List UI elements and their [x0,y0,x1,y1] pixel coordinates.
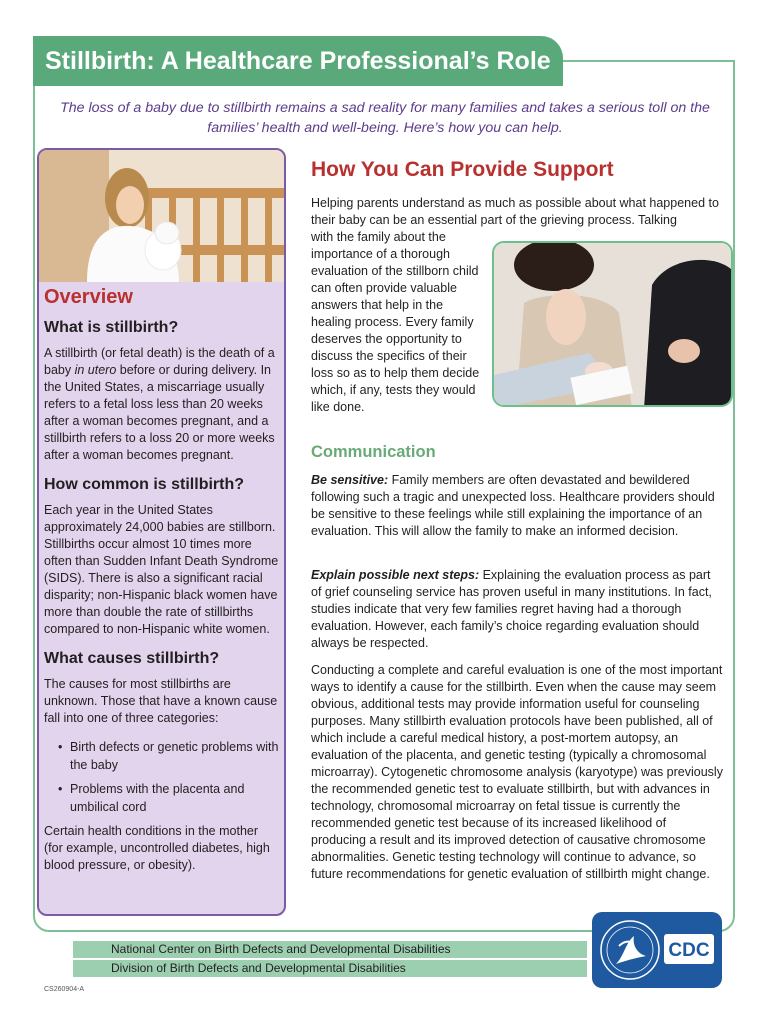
overview-heading: Overview [44,286,133,308]
list-item: • Birth defects or genetic problems with the baby [44,739,280,774]
what-causes-heading: What causes stillbirth? [44,650,220,667]
maternal-conditions-text: Certain health conditions in the mother (for example, uncontrolled diabetes, high blood pressure, or obesity). [44,824,270,872]
svg-text:CDC: CDC [668,940,710,961]
what-causes-text: The causes for most stillbirths are unknown. Those that have a known cause fall into one of three categories: [44,677,278,725]
list-item: • Problems with the placenta and umbilical cord [44,781,280,816]
be-sensitive-paragraph: Be sensitive: Family members are often devastated and bewildered following such a tragic and unexpected loss. Healthcare providers should be sensitive to these feelings while still explaining the importance of an evaluation. This will allow the family to make an informed decision. [311,473,715,538]
what-is-stillbirth-text: A stillbirth (or fetal death) is the death of a baby in utero before or during delivery. In the United States, a miscarriage usually refers to a fetal loss less than 20 weeks after a woman becomes pregnant, and a stillbirth refers to a loss 20 or more weeks after a woman becomes pregnant. [44,346,275,462]
evaluation-paragraph: Conducting a complete and careful evaluation is one of the most important ways to identify a cause for the stillbirth. Even when the cause may seem obvious, additional tests may provide information useful for counseling purposes. Many stillbirth evaluation protocols have been published, all of which include a careful medical history, a post-mortem autopsy, an evaluation of the placenta, and genetic testing (typically a chromosomal microarray). Cytogenetic chromosome analysis (karyotype) was previously the recommended genetic test to evaluate stillbirth, but with advances in technology, chromosomal microarray on fetal tissue is currently the recommended genetic test because of its increased likelihood of producing a result and its improved detection of causative chromosome abnormalities. Genetic testing technology will continue to advance, so future recommendations for genetic evaluation of stillbirth might change. [311,663,723,881]
how-common-heading: How common is stillbirth? [44,476,245,493]
counseling-session-photo [492,241,733,407]
cdc-logo [592,912,722,988]
what-is-stillbirth-heading: What is stillbirth? [44,319,179,336]
support-paragraph-top: Helping parents understand as much as possible about what happened to their baby can be an essential part of the grieving process. Talking [311,196,719,227]
communication-heading: Communication [311,443,436,461]
how-common-text: Each year in the United States approximately 24,000 babies are stillborn. Stillbirths occur almost 10 times more often than Sudden Infant Death Syndrome (SIDS). There is also a significant racial disparity; non-Hispanic black women have more than double the rate of stillbirths compared to non-Hispanic white women. [44,503,279,636]
support-paragraph-wrap: with the family about the importance of a thorough evaluation of the stillborn child can often provide valuable answers that help in the healing process. Every family deserves the opportunity to discuss the specifics of their loss so as to help them decide which, if any, tests they would like done. [311,230,480,414]
causes-list [44,739,280,816]
support-heading: How You Can Provide Support [311,158,614,181]
mother-holding-baby-photo [39,150,286,282]
footer-division-name: Division of Birth Defects and Developmental Disabilities [73,960,587,977]
document-code: CS260904-A [44,986,85,993]
intro-text: The loss of a baby due to stillbirth remains a sad reality for many families and takes a serious toll on the families’ health and well-being. Here’s how you can help. [60,100,710,136]
page-title: Stillbirth: A Healthcare Professional’s Role [33,36,563,86]
footer-center-name: National Center on Birth Defects and Developmental Disabilities [73,941,587,958]
sidebar-overview [37,148,286,916]
next-steps-paragraph: Explain possible next steps: Explaining the evaluation process as part of grief counseling service has proven useful in many institutions. In fact, studies indicate that very few families regret having had a thorough evaluation. However, each family’s choice regarding evaluation should always be respected. [311,568,712,650]
